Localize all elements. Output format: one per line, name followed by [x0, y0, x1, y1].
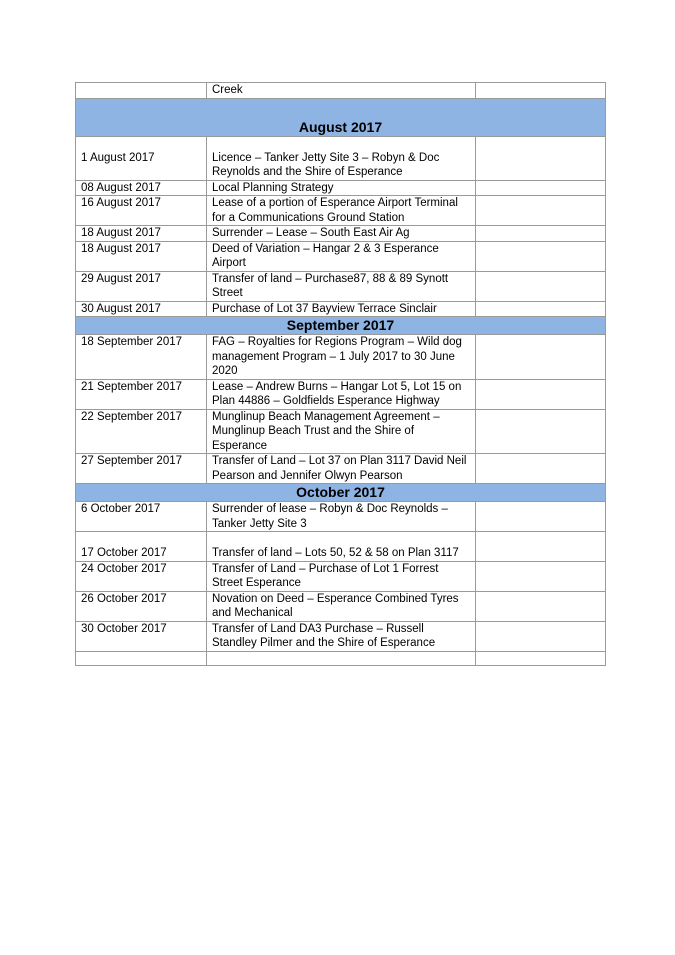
notes-cell	[476, 409, 606, 454]
description-cell: Purchase of Lot 37 Bayview Terrace Sinclair	[207, 301, 476, 317]
date-cell: 30 August 2017	[76, 301, 207, 317]
description-cell: Novation on Deed – Esperance Combined Tyres and Mechanical	[207, 591, 476, 621]
notes-cell	[476, 196, 606, 226]
date-cell	[76, 651, 207, 665]
table-row	[76, 532, 606, 562]
date-cell: 27 September 2017	[76, 454, 207, 484]
notes-cell	[476, 136, 606, 180]
table-row	[76, 561, 606, 591]
date-cell: 29 August 2017	[76, 271, 207, 301]
table-row	[76, 196, 606, 226]
notes-cell	[476, 271, 606, 301]
table-row	[76, 226, 606, 242]
notes-cell	[476, 454, 606, 484]
notes-cell	[476, 651, 606, 665]
description-cell: Creek	[207, 83, 476, 99]
description-cell: Lease – Andrew Burns – Hangar Lot 5, Lot 15 on Plan 44886 – Goldfields Esperance Highway	[207, 379, 476, 409]
notes-cell	[476, 180, 606, 196]
notes-cell	[476, 226, 606, 242]
description-cell: Transfer of land – Lots 50, 52 & 58 on Plan 3117	[207, 532, 476, 562]
date-cell: 6 October 2017	[76, 502, 207, 532]
notes-cell	[476, 301, 606, 317]
notes-cell	[476, 532, 606, 562]
notes-cell	[476, 621, 606, 651]
description-cell: FAG – Royalties for Regions Program – Wild dog management Program – 1 July 2017 to 30 June 2020	[207, 335, 476, 380]
month-header-row	[76, 317, 606, 335]
table-row	[76, 241, 606, 271]
month-header-row	[76, 98, 606, 136]
description-cell: Transfer of Land – Lot 37 on Plan 3117 David Neil Pearson and Jennifer Olwyn Pearson	[207, 454, 476, 484]
table-row	[76, 409, 606, 454]
date-cell: 18 August 2017	[76, 241, 207, 271]
table-row	[76, 502, 606, 532]
notes-cell	[476, 83, 606, 99]
table-row	[76, 136, 606, 180]
description-cell: Licence – Tanker Jetty Site 3 – Robyn & Doc Reynolds and the Shire of Esperance	[207, 136, 476, 180]
table-row	[76, 454, 606, 484]
table-row	[76, 621, 606, 651]
description-cell: Transfer of Land – Purchase of Lot 1 Forrest Street Esperance	[207, 561, 476, 591]
empty-row	[76, 651, 606, 665]
date-cell: 08 August 2017	[76, 180, 207, 196]
table-row	[76, 379, 606, 409]
notes-cell	[476, 502, 606, 532]
description-cell: Transfer of land – Purchase87, 88 & 89 Synott Street	[207, 271, 476, 301]
description-cell: Surrender of lease – Robyn & Doc Reynolds – Tanker Jetty Site 3	[207, 502, 476, 532]
description-cell: Deed of Variation – Hangar 2 & 3 Esperance Airport	[207, 241, 476, 271]
date-cell: 18 September 2017	[76, 335, 207, 380]
date-cell: 24 October 2017	[76, 561, 207, 591]
date-cell: 16 August 2017	[76, 196, 207, 226]
description-cell: Surrender – Lease – South East Air Ag	[207, 226, 476, 242]
description-cell: Local Planning Strategy	[207, 180, 476, 196]
table-row	[76, 591, 606, 621]
date-cell: 18 August 2017	[76, 226, 207, 242]
notes-cell	[476, 241, 606, 271]
notes-cell	[476, 591, 606, 621]
date-cell: 26 October 2017	[76, 591, 207, 621]
table-row	[76, 301, 606, 317]
month-heading: October 2017	[76, 484, 606, 502]
notes-cell	[476, 379, 606, 409]
month-heading: September 2017	[76, 317, 606, 335]
date-cell: 21 September 2017	[76, 379, 207, 409]
notes-cell	[476, 335, 606, 380]
description-cell	[207, 651, 476, 665]
register-body	[76, 83, 606, 666]
month-header-row	[76, 484, 606, 502]
table-row	[76, 180, 606, 196]
month-heading: August 2017	[76, 98, 606, 136]
date-cell: 22 September 2017	[76, 409, 207, 454]
description-cell: Lease of a portion of Esperance Airport Terminal for a Communications Ground Station	[207, 196, 476, 226]
description-cell: Munglinup Beach Management Agreement – Munglinup Beach Trust and the Shire of Esperance	[207, 409, 476, 454]
description-cell: Transfer of Land DA3 Purchase – Russell Standley Pilmer and the Shire of Esperance	[207, 621, 476, 651]
agreements-register-table	[75, 82, 606, 666]
date-cell	[76, 83, 207, 99]
notes-cell	[476, 561, 606, 591]
table-row	[76, 271, 606, 301]
date-cell: 17 October 2017	[76, 532, 207, 562]
table-row	[76, 83, 606, 99]
table-row	[76, 335, 606, 380]
date-cell: 30 October 2017	[76, 621, 207, 651]
date-cell: 1 August 2017	[76, 136, 207, 180]
